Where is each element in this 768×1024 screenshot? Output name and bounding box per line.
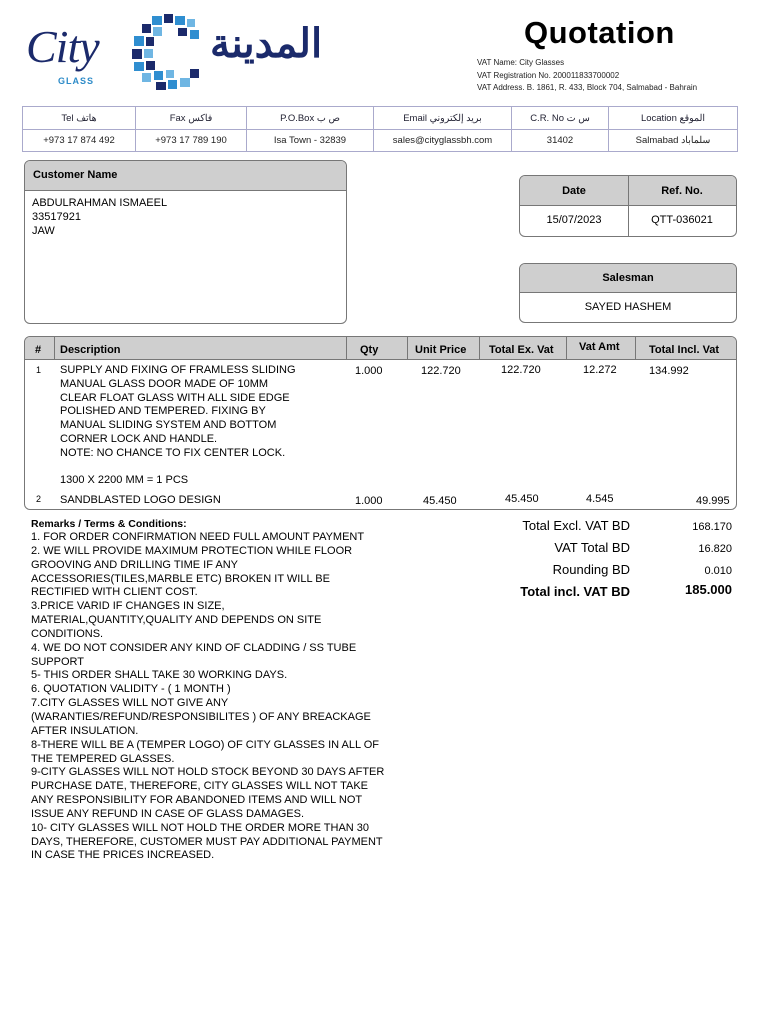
remark-item: 9-CITY GLASSES WILL NOT HOLD STOCK BEYOND 30 DAYS AFTER PURCHASE DATE, THEREFORE, CITY GLASSES WILL NOT TAKE ANY RESPONSIBILITY FOR ABANDONED ITEMS AND WILL NOT ISSUE ANY REFUND IN CASE OF GLASS DAMAGES.: [31, 766, 385, 820]
vat-address: VAT Address. B. 1861, R. 433, Block 704, Salmabad - Bahrain: [477, 83, 698, 92]
logo-city-text: City: [26, 21, 99, 72]
customer-name: ABDULRAHMAN ISMAEEL: [32, 197, 168, 209]
col-ex-header: Total Ex. Vat: [489, 344, 554, 356]
email-link[interactable]: sales@cityglassbh.com: [392, 135, 493, 146]
remark-item: 3.PRICE VARID IF CHANGES IN SIZE, MATERIAL,QUANTITY,QUALITY AND DEPENDS ON SITE CONDITIONS.: [31, 600, 322, 640]
row-1-qty: 1.000: [355, 365, 383, 377]
row-1-num: 1: [36, 365, 42, 375]
remarks-list: [31, 531, 411, 863]
contact-location: [609, 107, 737, 151]
cr-value: 31402: [546, 135, 574, 146]
salesman-label: Salesman: [520, 264, 736, 293]
remark-item: 2. WE WILL PROVIDE MAXIMUM PROTECTION WHILE FLOOR GROOVING AND DRILLING TIME IF ANY ACCESSORIES(TILES,MARBLE ETC) BROKEN IT WILL BE RECTIFIED WITH CLIENT COST.: [31, 544, 353, 599]
customer-box: [24, 160, 347, 324]
divider: [346, 337, 347, 359]
row-2-vat: 4.545: [586, 493, 614, 505]
row-2-unit: 45.450: [423, 495, 457, 507]
remark-item: 4. WE DO NOT CONSIDER ANY KIND OF CLADDING / SS TUBE SUPPORT: [31, 641, 357, 668]
vat-registration: VAT Registration No. 200011833700002: [477, 70, 620, 80]
remark-item: 6. QUOTATION VALIDITY - ( 1 MONTH ): [31, 683, 231, 696]
row-2-incl: 49.995: [696, 495, 730, 507]
remark-item: 5- THIS ORDER SHALL TAKE 30 WORKING DAYS.: [31, 669, 288, 682]
col-desc-header: Description: [60, 344, 121, 356]
rounding-label: Rounding BD: [552, 562, 630, 577]
row-1-desc: SUPPLY AND FIXING OF FRAMLESS SLIDING MANUAL GLASS DOOR MADE OF 10MM CLEAR FLOAT GLASS WITH ALL SIDE EDGE POLISHED AND TEMPERED. FIXING BY MANUAL SLIDING SYSTEM AND BOTTOM CORNER LOCK AND HANDLE. NOTE: NO CHANCE TO FIX CENTER LOCK. 1300 X 2200 MM = 1 PCS: [60, 364, 296, 487]
contact-bar: [22, 106, 738, 152]
salesman-value: SAYED HASHEM: [584, 301, 672, 313]
col-incl-header: Total Incl. Vat: [649, 344, 720, 356]
total-incl-label: Total incl. VAT BD: [520, 584, 630, 599]
customer-header: Customer Name: [25, 161, 346, 191]
contact-pobox: [247, 107, 373, 151]
contact-cr: [512, 107, 608, 151]
vat-total-label: VAT Total BD: [554, 540, 630, 555]
col-num-header: #: [35, 344, 42, 356]
contact-tel: [23, 107, 135, 151]
company-logo: [20, 12, 323, 92]
divider: [566, 337, 567, 359]
date-ref-box: [519, 175, 737, 237]
col-unit-header: Unit Price: [415, 344, 467, 356]
customer-area: JAW: [32, 225, 55, 237]
divider: [635, 337, 636, 359]
remark-item: 1. FOR ORDER CONFIRMATION NEED FULL AMOUNT PAYMENT: [31, 531, 365, 543]
fax-label: Fax فاكس: [169, 113, 213, 124]
col-vat-header: Vat Amt: [579, 341, 620, 353]
date-value: 15/07/2023: [546, 214, 602, 226]
date-label: Date: [520, 176, 628, 206]
row-2-qty: 1.000: [355, 495, 383, 507]
row-2-desc: SANDBLASTED LOGO DESIGN: [60, 494, 221, 506]
logo-arabic-text: المدينة: [210, 20, 323, 67]
divider: [479, 337, 480, 359]
salesman-box: [519, 263, 737, 323]
row-2-num: 2: [36, 494, 42, 504]
location-label: Location الموقع: [640, 113, 706, 124]
row-2-ex: 45.450: [505, 493, 539, 505]
divider: [54, 337, 55, 359]
email-label: Email بريد إلكتروني: [403, 113, 482, 124]
divider: [407, 337, 408, 359]
divider: [628, 176, 629, 236]
contact-email: [374, 107, 511, 151]
row-1-ex: 122.720: [501, 364, 541, 376]
total-incl-value: 185.000: [685, 582, 732, 597]
tel-value: +973 17 874 492: [43, 135, 115, 146]
items-table: [24, 336, 737, 510]
row-1-unit: 122.720: [421, 365, 461, 377]
contact-fax: [136, 107, 246, 151]
table-header: [25, 337, 736, 360]
row-1-incl: 134.992: [649, 365, 689, 377]
location-value: Salmabad سلماباد: [635, 135, 711, 146]
vat-info: [477, 57, 697, 95]
remarks-title: Remarks / Terms & Conditions:: [31, 518, 187, 530]
ref-value: QTT-036021: [651, 214, 713, 226]
cr-label: C.R. No س ت: [530, 113, 590, 124]
pobox-value: Isa Town - 32839: [273, 135, 347, 146]
remark-item: 7.CITY GLASSES WILL NOT GIVE ANY (WARANTIES/REFUND/RESPONSIBILITES ) OF ANY BREACKAGE AFTER INSULATION.: [31, 697, 371, 737]
rounding-value: 0.010: [704, 565, 732, 577]
vat-total-value: 16.820: [698, 543, 732, 555]
customer-phone: 33517921: [32, 211, 81, 223]
row-1-vat: 12.272: [583, 364, 617, 376]
total-excl-label: Total Excl. VAT BD: [522, 518, 630, 533]
total-excl-value: 168.170: [692, 521, 732, 533]
vat-name: VAT Name: City Glasses: [477, 58, 565, 67]
logo-mosaic-c-icon: [130, 14, 210, 92]
document-title: Quotation: [524, 15, 675, 50]
pobox-label: P.O.Box ص ب: [280, 113, 340, 124]
logo-glass-text: GLASS: [58, 76, 95, 86]
ref-label: Ref. No.: [628, 176, 736, 206]
tel-label: Tel هاتف: [61, 113, 97, 124]
remark-item: 10- CITY GLASSES WILL NOT HOLD THE ORDER MORE THAN 30 DAYS, THEREFORE, CUSTOMER MUST PAY ADDITIONAL PAYMENT IN CASE THE PRICES INCREASED.: [31, 821, 383, 862]
col-qty-header: Qty: [360, 344, 379, 356]
fax-value: +973 17 789 190: [155, 135, 227, 146]
remark-item: 8-THERE WILL BE A (TEMPER LOGO) OF CITY GLASSES IN ALL OF THE TEMPERED GLASSES.: [31, 738, 380, 765]
